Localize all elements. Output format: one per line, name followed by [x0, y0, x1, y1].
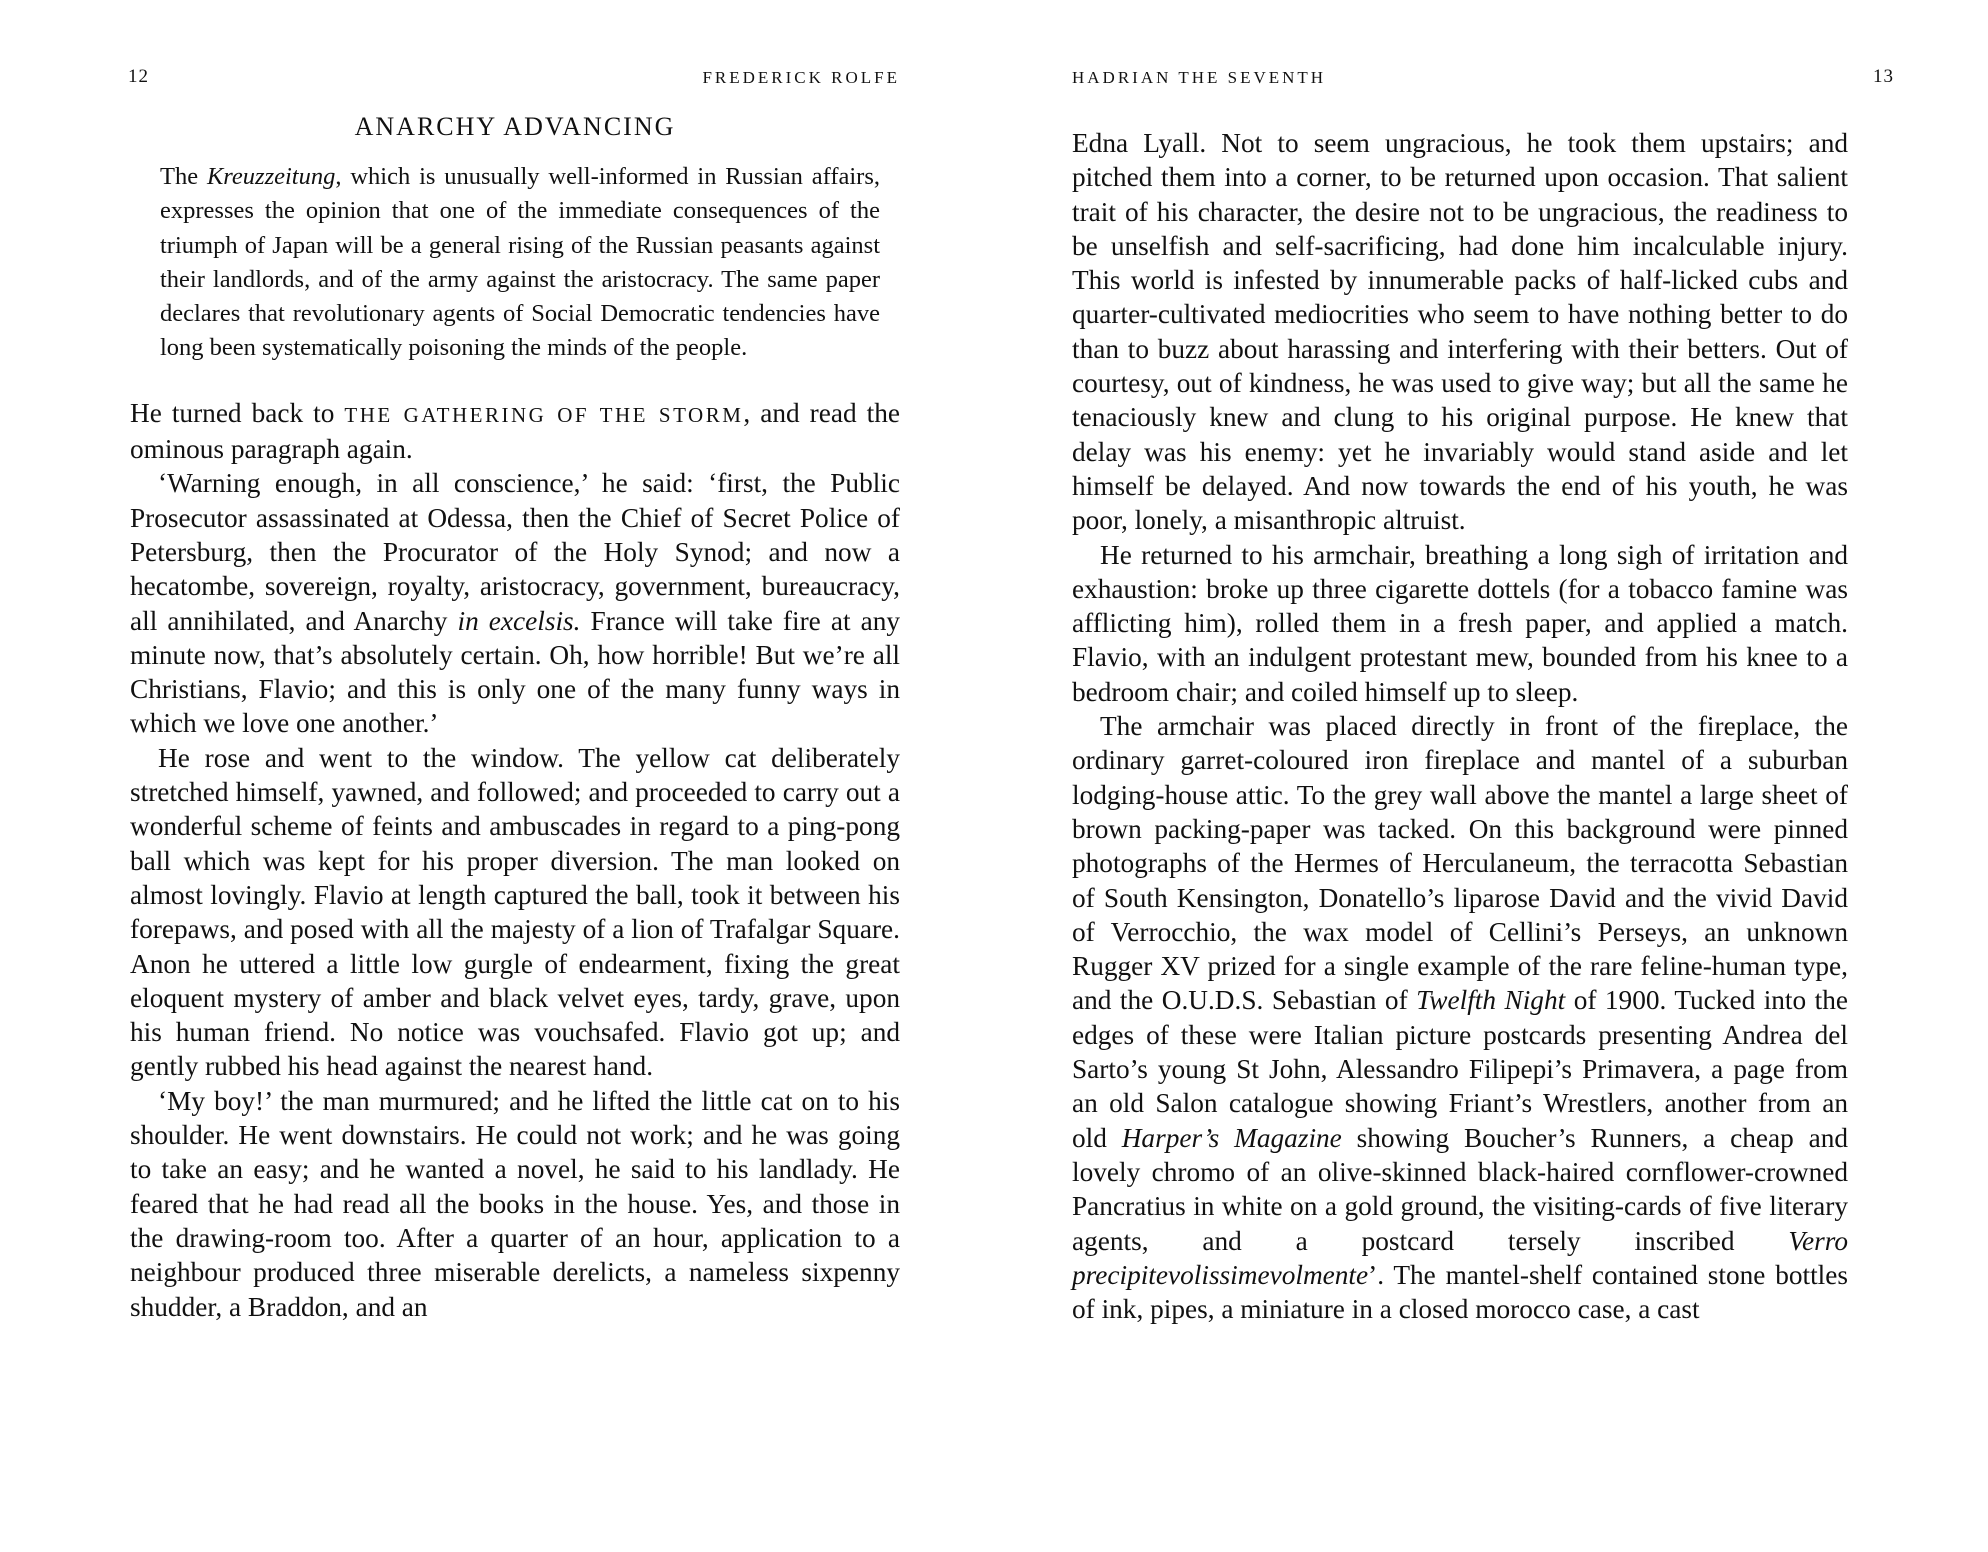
- paragraph-text: ‘Warning enough, in all conscience,’ he said: ‘first, the Public Prosecutor assassinated at Odessa, then the Chief of Secret Police of Petersburg, then the Procurator of the Holy Synod; and now a hecatombe, sovereign, royalty, aristocracy, government, bureaucracy, all annihilated, and Anarchy: [130, 468, 900, 636]
- left-text-block: [130, 112, 900, 1324]
- paragraph: [130, 396, 900, 467]
- paragraph: He returned to his armchair, breathing a long sigh of irritation and exhaustion: broke up three cigarette dottels (for a tobacco famine was afflicting him), rolled them in a fresh paper, and applied a match. Flavio, with an indulgent protestant mew, bounded from his knee to a bedroom chair; and coiled himself up to sleep.: [1072, 539, 1848, 707]
- paragraph-text: France will take fire at any minute now, that’s absolutely certain. Oh, how horrible! But we’re all Christians, Flavio; and this is only one of the many funny ways in which we love one another.’: [130, 605, 900, 739]
- page-number: 13: [1873, 66, 1894, 87]
- italic-phrase: Twelfth Night: [1416, 985, 1566, 1016]
- paragraph-text: of 1900. Tucked into the edges of these were Italian picture postcards presenting Andrea del Sarto’s young St John, Alessandro Filipepi’s Primavera, a page from an old Salon catalogue showing Friant’s Wrestlers, another from an old: [1072, 985, 1848, 1153]
- paragraph: [1072, 709, 1848, 1326]
- paragraph-text: , and read the ominous paragraph again.: [130, 397, 901, 465]
- article-quote-title: Kreuzzeitung: [206, 163, 336, 190]
- paragraph-text: ’. The mantel-shelf contained stone bottles of ink, pipes, a miniature in a closed morocco case, a cast: [1072, 1259, 1848, 1325]
- paragraph: [130, 466, 900, 740]
- paragraph-text: He turned back to: [130, 397, 345, 428]
- smallcaps-title: THE GATHERING OF THE STORM: [344, 402, 744, 427]
- running-head: HADRIAN THE SEVENTH: [1072, 68, 1327, 87]
- italic-phrase: Verro precipitevolissimevolmente: [1072, 1225, 1848, 1290]
- paragraph-text: The armchair was placed directly in front of the fireplace, the ordinary garret-coloured iron fireplace and mantel of a suburban lodging-house attic. To the grey wall above the mantel a large sheet of brown packing-paper was tacked. On this background were pinned photographs of the Hermes of Herculaneum, the terracotta Sebastian of South Kensington, Donatello’s liparose David and the vivid David of Verrocchio, the wax model of Cellini’s Perseys, an unknown Rugger XV prized for a single example of the rare feline-human type, and the O.U.D.S. Sebastian of: [1072, 711, 1848, 1016]
- paragraph: ‘My boy!’ the man murmured; and he lifted the little cat on to his shoulder. He went downstairs. He could not work; and he was going to take an easy; and he wanted a novel, he said to his landlady. He feared that he had read all the books in the house. Yes, and those in the drawing-room too. After a quarter of an hour, application to a neighbour produced three miserable derelicts, a nameless sixpenny shudder, a Braddon, and an: [130, 1085, 900, 1322]
- article-quote: [160, 160, 880, 366]
- running-head: FREDERICK ROLFE: [702, 68, 900, 87]
- right-text-block: [1072, 126, 1848, 1326]
- italic-phrase: Harper’s Magazine: [1121, 1122, 1342, 1153]
- paragraph: He rose and went to the window. The yellow cat deliberately stretched himself, yawned, and followed; and proceeded to carry out a wonderful scheme of feints and ambuscades in regard to a ping-pong ball which was kept for his proper diversion. The man looked on almost lovingly. Flavio at length captured the ball, took it between his forepaws, and posed with all the majesty of a lion of Trafalgar Square. Anon he uttered a little low gurgle of endearment, fixing the great eloquent mystery of amber and black velvet eyes, tardy, grave, upon his human friend. No notice was vouchsafed. Flavio got up; and gently rubbed his head against the nearest hand.: [130, 742, 900, 1082]
- article-heading: ANARCHY ADVANCING: [354, 112, 676, 141]
- right-page: [994, 0, 1988, 1552]
- article-quote-body: , which is unusually well-informed in Russian affairs, expresses the opinion that one of the immediate consequences of the triumph of Japan will be a general rising of the Russian peasants against their landlords, and of the army against the aristocracy. The same paper declares that revolutionary agents of Social Democratic tendencies have long been systematically poisoning the minds of the people.: [160, 163, 881, 362]
- article-quote-intro: The: [160, 163, 207, 190]
- paragraph: Edna Lyall. Not to seem ungracious, he took them upstairs; and pitched them into a corner, to be returned upon occasion. That salient trait of his character, the desire not to be ungracious, the readiness to be unselfish and self-sacrificing, had done him incalculable injury. This world is infested by innumerable packs of half-licked cubs and quarter-cultivated mediocrities who seem to have nothing better to do than to buzz about harassing and interfering with their betters. Out of courtesy, out of kindness, he was used to give way; but all the same he tenaciously knew and clung to his original purpose. He knew that delay was his enemy: yet he invariably would stand aside and let himself be delayed. And now towards the end of his youth, he was poor, lonely, a misanthropic altruist.: [1072, 128, 1848, 536]
- paragraph-text: showing Boucher’s Runners, a cheap and lovely chromo of an olive-skinned black-haired cornflower-crowned Pancratius in white on a gold ground, the visiting-cards of five literary agents, and a postcard tersely inscribed: [1072, 1122, 1848, 1256]
- italic-phrase: in excelsis.: [457, 605, 581, 636]
- page-number: 12: [128, 66, 149, 87]
